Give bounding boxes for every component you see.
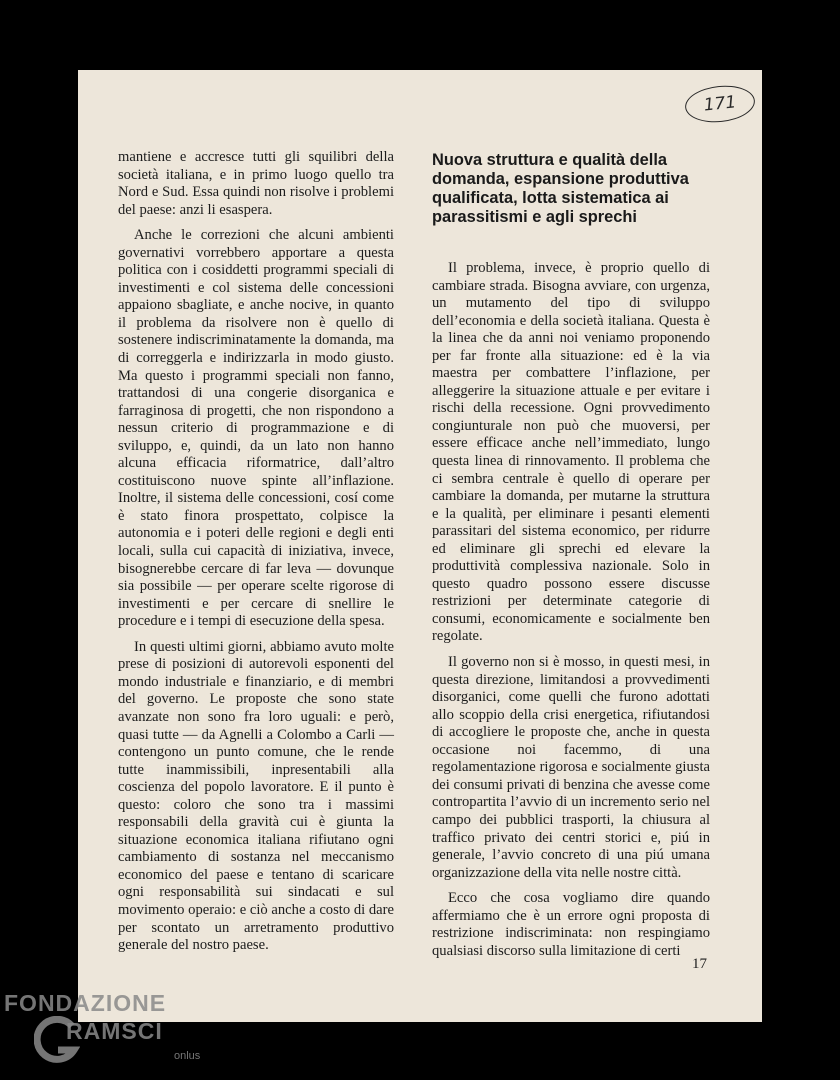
section-heading: Nuova struttura e qualità della domanda, espansione produttiva qualificata, lotta sistematica ai parassitismi e agli sprechi xyxy=(432,151,689,226)
right-paragraph-2: Il governo non si è mosso, in questi mesi, in questa direzione, limitandosi a provvedimenti disorganici, come quelli che furono adottati allo scoppio della crisi energetica, rifiutandosi di accogliere le proposte che, anche in questa occasione noi facemmo, di una regolamentazione rigorosa e socialmente giusta dei consumi privati di benzina che avesse come contropartita l’avvio di un incremento serio nel campo dei pubblici trasporti, la chiusura al traffico privato dei centri storici e, piú in generale, l’avvio concreto di una piú umana organizzazione della vita nelle nostre città. xyxy=(432,654,710,881)
right-paragraph-1: Il problema, invece, è proprio quello di cambiare strada. Bisogna avviare, con urgenza, un mutamento del tipo di sviluppo dell’economia e della società italiana. Questa è la linea che da anni noi veniamo proponendo per far fronte alla situazione: ed è la via maestra per combattere l’inflazione, per alleggerire la situazione attuale e per evitare i rischi della recessione. Ogni provvedimento congiunturale non può che muoversi, per essere efficace anche nell’immediato, lungo questa linea di rinnovamento. Il problema che ci sembra centrale è quello di operare per cambiare la domanda, per mutarne la struttura e la qualità, per eliminare i pesanti elementi parassitari del sistema economico, per ridurre ed eliminare gli sprechi ed elevare la produttività complessiva nazionale. Solo in questo quadro possono essere discusse restrizioni per determinate categorie di consumi, economicamente e socialmente ben regolate. xyxy=(432,260,710,645)
left-paragraph-3: In questi ultimi giorni, abbiamo avuto molte prese di posizioni di autorevoli esponenti del mondo industriale e finanziario, e di membri del governo. Le proposte che sono state avanzate non sono fra loro uguali: e però, quasi tutte — da Agnelli a Colombo a Carli — contengono un punto comune, che le rende tutte inammissibili, inpresentabili alla coscienza del popolo lavoratore. E il punto è questo: coloro che sono tra i massimi responsabili della gravità cui è giunta la situazione economica italiana rifiutano ogni cambiamento di sostanza nel meccanismo economico del paese e tentano di scaricare ogni responsabilità sui sindacati e sul movimento operaio: e ciò anche a costo di dare per scontato un arretramento produttivo generale del nostro paese. xyxy=(118,638,394,954)
logo-text-line2: RAMSCI xyxy=(66,1018,163,1044)
right-column xyxy=(432,260,710,968)
logo-text-line1: FONDAZIONE xyxy=(4,990,167,1016)
left-paragraph-1: mantiene e accresce tutti gli squilibri della società italiana, e in primo luogo quello tra Nord e Sud. Essa quindi non risolve i problemi del paese: anzi li esaspera. xyxy=(118,149,394,218)
logo-subtitle: onlus xyxy=(174,1050,201,1062)
left-paragraph-2: Anche le correzioni che alcuni ambienti governativi vorrebbero apportare a questa politica con i cosiddetti programmi speciali di investimenti e col sistema delle concessioni appaiono sbagliate, e anche nocive, in quanto il problema da risolvere non è quello di sostenere indiscriminatamente la domanda, ma di correggerla e indirizzarla in modo giusto. Ma questo i programmi speciali non fanno, trattandosi di una congerie disorganica e farraginosa di progetti, che non rispondono a nessun criterio di programmazione e di sviluppo, e, quindi, da un lato non hanno alcuna efficacia riformatrice, dall’altro costituiscono nuove spinte all’inflazione. Inoltre, il sistema delle concessioni, cosí come è stato finora prospettato, colpisce la autonomia e i poteri delle regioni e degli enti locali, sulla cui capacità di iniziativa, invece, bisognerebbe cercare di far leva — dovunque sia possibile — per operare scelte rigorose di investimenti e per cercare di snellire le procedure e i tempi di esecuzione della spesa. xyxy=(118,227,394,630)
fondazione-gramsci-logo xyxy=(4,990,224,1076)
page-number: 17 xyxy=(692,956,707,972)
left-column xyxy=(118,149,394,963)
document-page xyxy=(78,70,762,1022)
archive-number-stamp: 171 xyxy=(683,82,756,125)
right-paragraph-3: Ecco che cosa vogliamo dire quando affermiamo che è un errore ogni proposta di restrizione indiscriminata: non respingiamo qualsiasi discorso sulla limitazione di certi xyxy=(432,890,710,959)
